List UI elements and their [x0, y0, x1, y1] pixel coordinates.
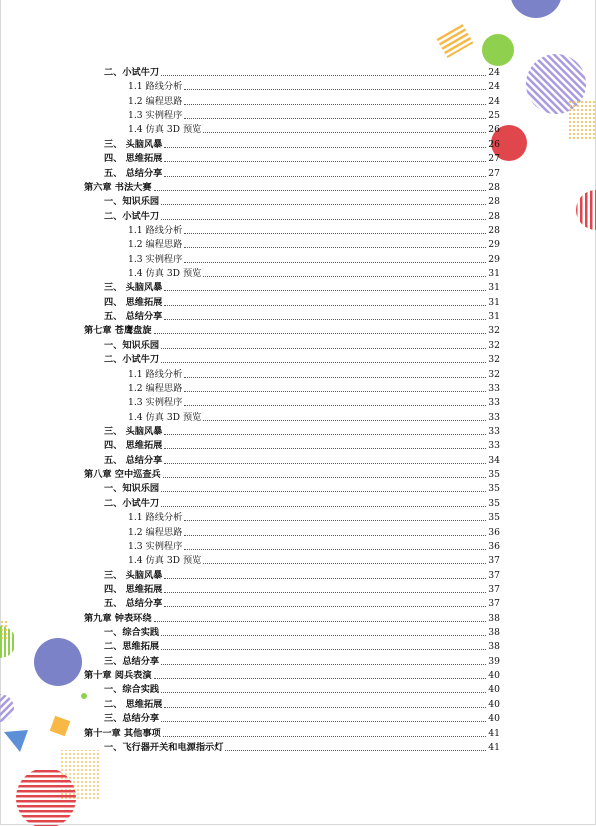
toc-entry[interactable]: [128, 539, 500, 553]
toc-entry-label: 三、总结分享: [104, 713, 160, 725]
toc-entry-label: 1.1 路线分析: [128, 224, 183, 236]
toc-leader-dots: [203, 420, 486, 421]
toc-entry[interactable]: [128, 367, 500, 381]
toc-page-number: 40: [488, 684, 500, 696]
toc-page-number: 34: [488, 454, 500, 466]
toc-leader-dots: [161, 348, 486, 349]
toc-entry-label: 一、综合实践: [104, 684, 160, 696]
toc-entry-label: 1.3 实例程序: [128, 540, 183, 552]
toc-page-number: 24: [488, 67, 500, 78]
toc-entry[interactable]: [104, 280, 500, 294]
toc-entry[interactable]: [128, 266, 500, 280]
toc-entry[interactable]: [104, 582, 500, 596]
toc-page-number: 28: [488, 196, 500, 208]
toc-page-number: 25: [488, 110, 500, 122]
toc-page-number: 26: [488, 138, 500, 150]
toc-entry[interactable]: [104, 166, 500, 180]
toc-entry[interactable]: [104, 151, 500, 165]
toc-entry-label: 1.4 仿真 3D 预览: [128, 124, 202, 136]
toc-entry[interactable]: [128, 525, 500, 539]
toc-entry[interactable]: [104, 438, 500, 452]
toc-leader-dots: [164, 592, 486, 593]
toc-page-number: 36: [488, 526, 500, 538]
toc-entry-label: 1.1 路线分析: [128, 512, 183, 524]
toc-leader-dots: [164, 448, 486, 449]
toc-entry-label: 三、总结分享: [104, 655, 160, 667]
toc-entry-label: 一、飞行器开关和电源指示灯: [104, 741, 224, 753]
toc-entry-label: 二、小试牛刀: [104, 497, 160, 509]
toc-entry[interactable]: [104, 65, 500, 79]
toc-leader-dots: [163, 736, 487, 737]
toc-entry[interactable]: [128, 381, 500, 395]
toc-page-number: 31: [488, 268, 500, 280]
toc-leader-dots: [161, 649, 486, 650]
toc-leader-dots: [164, 161, 486, 162]
toc-leader-dots: [161, 664, 486, 665]
toc-leader-dots: [184, 118, 486, 119]
toc-entry-label: 一、知识乐园: [104, 196, 160, 208]
toc-page-number: 40: [488, 670, 500, 682]
toc-leader-dots: [184, 535, 486, 536]
toc-leader-dots: [161, 692, 486, 693]
toc-entry-label: 三、 头脑风暴: [104, 282, 163, 294]
toc-page-number: 29: [488, 253, 500, 265]
toc-page-number: 24: [488, 81, 500, 93]
toc-entry-label: 1.4 仿真 3D 预览: [128, 411, 202, 423]
toc-leader-dots: [161, 491, 486, 492]
toc-entry-label: 1.4 仿真 3D 预览: [128, 268, 202, 280]
toc-entry-label: 1.2 编程思路: [128, 526, 183, 538]
toc-entry[interactable]: [128, 410, 500, 424]
toc-page-number: 38: [488, 641, 500, 653]
toc-entry[interactable]: [128, 79, 500, 93]
toc-page-number: 33: [488, 382, 500, 394]
toc-entry[interactable]: [104, 352, 500, 366]
toc-leader-dots: [154, 621, 487, 622]
toc-entry[interactable]: [84, 467, 500, 481]
toc-entry-label: 四、 思维拓展: [104, 583, 163, 595]
toc-entry[interactable]: [128, 94, 500, 108]
toc-entry-label: 1.3 实例程序: [128, 397, 183, 409]
toc-entry[interactable]: [104, 137, 500, 151]
toc-leader-dots: [161, 721, 486, 722]
toc-leader-dots: [164, 305, 486, 306]
toc-entry-label: 二、思维拓展: [104, 641, 160, 653]
toc-entry[interactable]: [84, 726, 500, 740]
toc-page-number: 39: [488, 655, 500, 667]
toc-page-number: 31: [488, 311, 500, 323]
toc-entry-label: 1.2 编程思路: [128, 239, 183, 251]
toc-page-number: 40: [488, 698, 500, 710]
toc-entry-label: 四、 思维拓展: [104, 440, 163, 452]
toc-entry[interactable]: [128, 553, 500, 567]
toc-leader-dots: [184, 520, 486, 521]
toc-page-number: 31: [488, 296, 500, 308]
toc-entry-label: 1.2 编程思路: [128, 95, 183, 107]
toc-entry-label: 1.1 路线分析: [128, 368, 183, 380]
toc-entry[interactable]: [104, 295, 500, 309]
toc-page-number: 35: [488, 483, 500, 495]
toc-entry[interactable]: [104, 481, 500, 495]
toc-leader-dots: [203, 563, 486, 564]
toc-entry-label: 五、 总结分享: [104, 311, 163, 323]
toc-entry-label: 三、 头脑风暴: [104, 138, 163, 150]
toc-page-number: 32: [488, 354, 500, 366]
toc-page-number: 35: [488, 512, 500, 524]
toc-entry[interactable]: [84, 323, 500, 337]
toc-leader-dots: [225, 750, 486, 751]
toc-entry-label: 1.4 仿真 3D 预览: [128, 555, 202, 567]
toc-leader-dots: [164, 606, 486, 607]
toc-entry-label: 第十一章 其他事项: [84, 727, 161, 739]
toc-page-number: 40: [488, 713, 500, 725]
toc-leader-dots: [184, 377, 486, 378]
toc-entry-label: 三、 头脑风暴: [104, 426, 163, 437]
toc-leader-dots: [161, 204, 486, 205]
toc-entry[interactable]: [84, 668, 500, 682]
toc-entry[interactable]: [104, 453, 500, 467]
toc-page-number: 33: [488, 411, 500, 423]
toc-page-number: 33: [488, 440, 500, 452]
toc-entry[interactable]: [104, 424, 500, 438]
toc-entry-label: 二、小试牛刀: [104, 210, 160, 222]
toc-entry[interactable]: [104, 309, 500, 323]
toc-leader-dots: [184, 247, 486, 248]
toc-page-number: 33: [488, 426, 500, 437]
toc-page-number: 37: [488, 569, 500, 581]
toc-entry[interactable]: [84, 611, 500, 625]
toc-page-number: 26: [488, 124, 500, 136]
toc-leader-dots: [184, 89, 486, 90]
toc-page-number: 41: [488, 741, 500, 753]
toc-entry-label: 第十章 阅兵表演: [84, 670, 152, 682]
toc-entry-label: 第九章 钟表环绕: [84, 612, 152, 624]
toc-leader-dots: [154, 190, 487, 191]
toc-leader-dots: [184, 391, 486, 392]
toc-page-number: 41: [488, 727, 500, 739]
toc-leader-dots: [164, 290, 486, 291]
toc-entry[interactable]: [128, 122, 500, 136]
toc-entry[interactable]: [128, 510, 500, 524]
toc-page-number: 32: [488, 339, 500, 351]
toc-entry[interactable]: [128, 395, 500, 409]
toc-entry[interactable]: [104, 496, 500, 510]
toc-page-number: 29: [488, 239, 500, 251]
toc-entry-label: 四、 思维拓展: [104, 153, 163, 165]
toc-leader-dots: [203, 132, 486, 133]
toc-entry[interactable]: [104, 654, 500, 668]
toc-leader-dots: [203, 276, 486, 277]
toc-entry[interactable]: [104, 711, 500, 725]
toc-page-number: 35: [488, 469, 500, 481]
toc-page-number: 37: [488, 583, 500, 595]
toc-leader-dots: [184, 233, 486, 234]
toc-entry-label: 三、 头脑风暴: [104, 569, 163, 581]
toc-entry[interactable]: [128, 108, 500, 122]
toc-leader-dots: [161, 75, 486, 76]
toc-page-number: 33: [488, 397, 500, 409]
toc-leader-dots: [184, 262, 486, 263]
toc-entry-label: 五、 总结分享: [104, 167, 163, 179]
toc-page-number: 37: [488, 555, 500, 567]
toc-page-number: 32: [488, 368, 500, 380]
toc-entry-label: 五、 总结分享: [104, 454, 163, 466]
toc-leader-dots: [184, 405, 486, 406]
toc-page-number: 27: [488, 167, 500, 179]
toc-leader-dots: [154, 333, 487, 334]
toc-entry[interactable]: [104, 209, 500, 223]
toc-page-number: 28: [488, 210, 500, 222]
toc-entry-label: 一、知识乐园: [104, 483, 160, 495]
toc-entry-label: 五、 总结分享: [104, 598, 163, 610]
toc-entry-label: 第七章 苍鹰盘旋: [84, 325, 152, 337]
toc-entry[interactable]: [104, 625, 500, 639]
toc-entry-label: 第六章 书法大赛: [84, 181, 152, 193]
toc-page-number: 37: [488, 598, 500, 610]
toc-leader-dots: [164, 578, 486, 579]
toc-leader-dots: [184, 549, 486, 550]
toc-page-number: 32: [488, 325, 500, 337]
toc-leader-dots: [161, 219, 486, 220]
toc-entry-label: 第八章 空中巡查兵: [84, 469, 161, 481]
toc-page-number: 28: [488, 181, 500, 193]
toc-entry-label: 二、 思维拓展: [104, 698, 163, 710]
toc-page-number: 27: [488, 153, 500, 165]
toc-leader-dots: [164, 463, 486, 464]
toc-entry[interactable]: [104, 740, 500, 754]
toc-leader-dots: [163, 477, 487, 478]
toc-page-number: 28: [488, 224, 500, 236]
toc-page-number: 36: [488, 540, 500, 552]
toc-entry-label: 1.2 编程思路: [128, 382, 183, 394]
toc-entry-label: 一、知识乐园: [104, 339, 160, 351]
toc-leader-dots: [164, 147, 486, 148]
toc-leader-dots: [164, 434, 486, 435]
toc-leader-dots: [161, 635, 486, 636]
toc-entry[interactable]: [104, 697, 500, 711]
toc-entry[interactable]: [84, 180, 500, 194]
toc-leader-dots: [164, 176, 486, 177]
toc-entry[interactable]: [128, 223, 500, 237]
toc-page-number: 24: [488, 95, 500, 107]
toc-leader-dots: [164, 319, 486, 320]
toc-leader-dots: [184, 104, 486, 105]
toc-page-number: 38: [488, 627, 500, 639]
toc-entry[interactable]: [104, 639, 500, 653]
toc-entry[interactable]: [104, 338, 500, 352]
toc-entry[interactable]: [104, 596, 500, 610]
toc-entry-label: 1.3 实例程序: [128, 110, 183, 122]
toc-entry[interactable]: [128, 237, 500, 251]
toc-page-number: 31: [488, 282, 500, 294]
toc-entry[interactable]: [104, 194, 500, 208]
toc-page-number: 35: [488, 497, 500, 509]
toc-leader-dots: [161, 506, 486, 507]
toc-page-number: 38: [488, 612, 500, 624]
toc-entry[interactable]: [104, 568, 500, 582]
toc-leader-dots: [161, 362, 486, 363]
toc-entry[interactable]: [128, 252, 500, 266]
toc-entry[interactable]: [104, 682, 500, 696]
toc-entry-label: 1.3 实例程序: [128, 253, 183, 265]
toc-entry-label: 二、小试牛刀: [104, 67, 160, 78]
toc-entry-label: 1.1 路线分析: [128, 81, 183, 93]
toc-entry-label: 四、 思维拓展: [104, 296, 163, 308]
toc-leader-dots: [154, 678, 487, 679]
toc-entry-label: 一、综合实践: [104, 627, 160, 639]
toc-leader-dots: [164, 707, 486, 708]
toc-entry-label: 二、小试牛刀: [104, 354, 160, 366]
